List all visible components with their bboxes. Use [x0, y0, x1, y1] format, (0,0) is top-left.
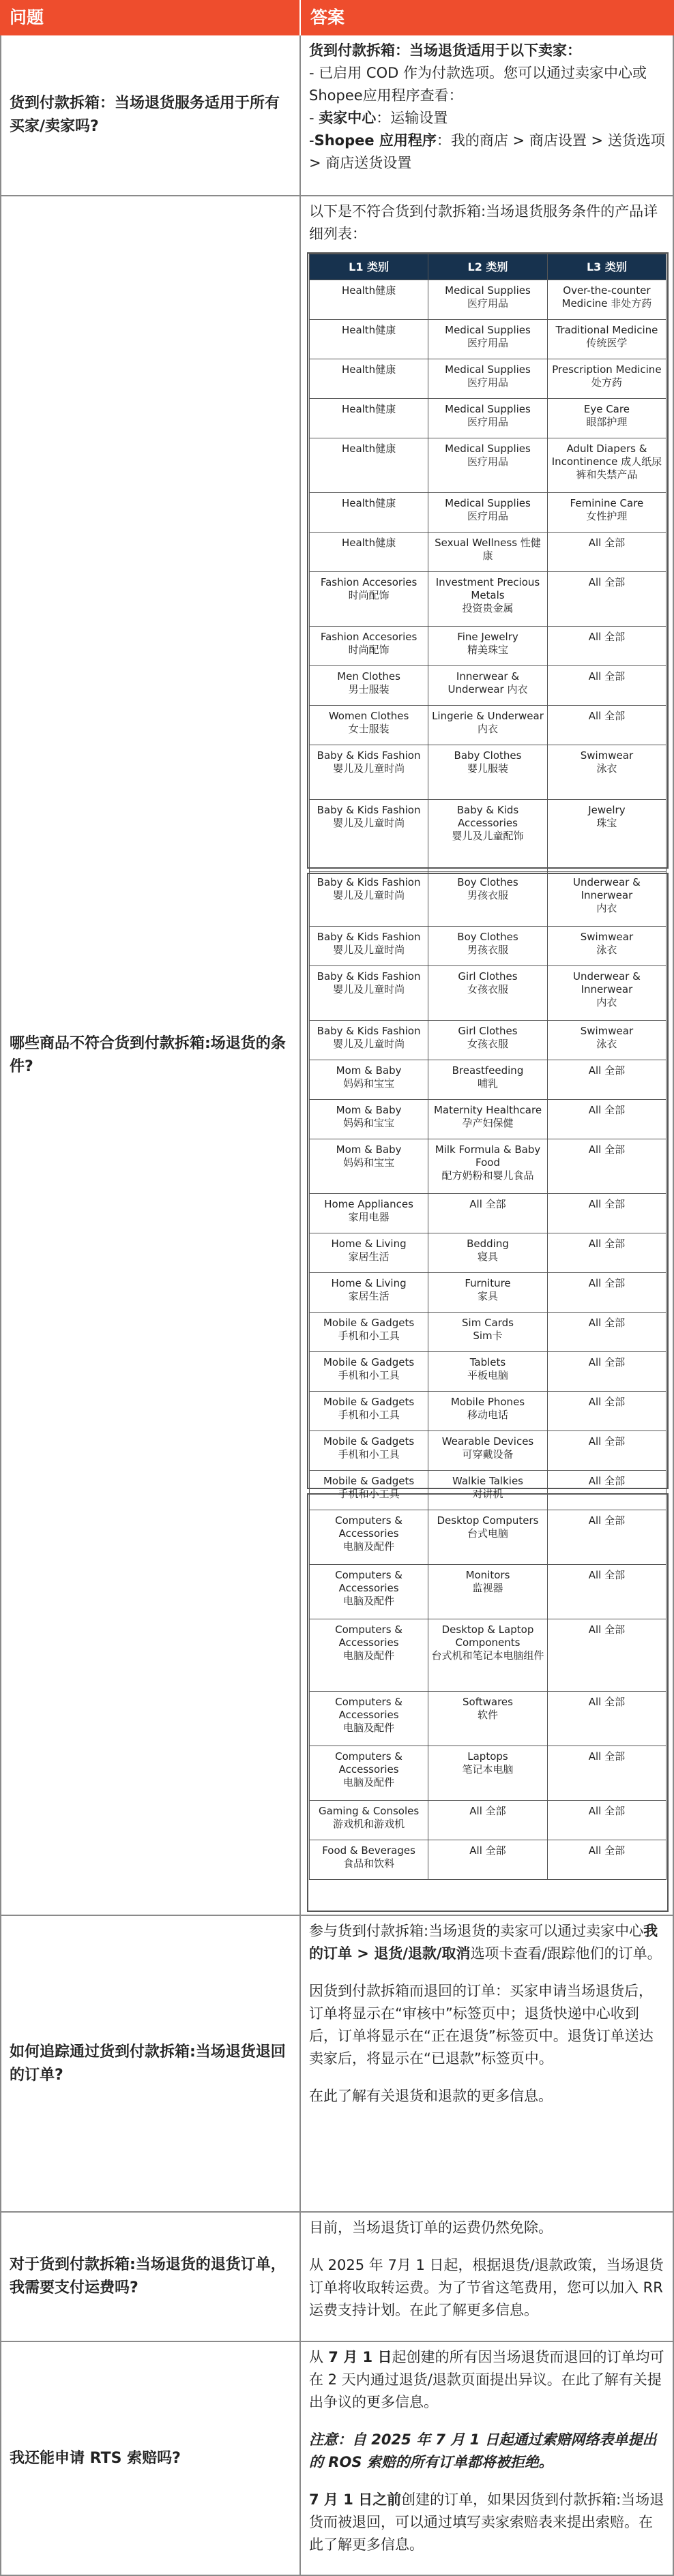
table-cell-l2: Milk Formula & Baby Food 配方奶粉和婴儿食品: [428, 1139, 548, 1194]
table-cell-l2: Walkie Talkies 对讲机: [428, 1471, 548, 1510]
table-cell-l1: Mobile & Gadgets 手机和小工具: [310, 1313, 428, 1352]
answer-paragraph: [309, 1920, 666, 1965]
answer-paragraph: 目前，当场退货订单的运费仍然免除。: [309, 2219, 553, 2236]
answer-cell: [301, 2213, 674, 2341]
table-row: [310, 320, 666, 359]
table-row: [310, 1021, 666, 1060]
table-cell-l1: Fashion Accesories 时尚配饰: [310, 572, 428, 627]
text: 选项卡查看/跟踪他们的订单。: [470, 1945, 662, 1962]
table-cell-l1: Mobile & Gadgets 手机和小工具: [310, 1352, 428, 1392]
table-row: [310, 666, 666, 706]
answer-title: 货到付款拆箱：当场退货适用于以下卖家：: [309, 42, 581, 59]
seller-center-label: 卖家中心: [319, 110, 377, 126]
table-cell-l2: Sim Cards Sim卡: [428, 1313, 548, 1352]
table-cell-l1: Food & Beverages 食品和饮料: [310, 1840, 428, 1880]
table-cell-l2: Desktop & Laptop Components 台式机和笔记本电脑组件: [428, 1619, 548, 1692]
table-row: [310, 800, 666, 872]
table-cell-l2: Medical Supplies 医疗用品: [428, 280, 548, 320]
table-cell-l2: Lingerie & Underwear 内衣: [428, 706, 548, 745]
table-row: [310, 1352, 666, 1392]
table-cell-l3: Prescription Medicine 处方药: [547, 359, 666, 399]
column-header-l1: L1 类别: [310, 254, 428, 280]
table-cell-l2: Baby Clothes 婴儿服装: [428, 745, 548, 800]
table-cell-l1: Home Appliances 家用电器: [310, 1194, 428, 1233]
table-cell-l1: Health健康: [310, 533, 428, 572]
table-cell-l3: All 全部: [547, 1431, 666, 1471]
seller-center-path: ：运输设置: [376, 110, 448, 126]
table-cell-l2: Investment Precious Metals 投资贵金属: [428, 572, 548, 627]
table-cell-l2: All 全部: [428, 1840, 548, 1880]
date-highlight: 7 月 1 日之前: [309, 2491, 402, 2508]
note-paragraph: 注意：自 2025 年 7 月 1 日起通过索赔网络表单提出的 ROS 索赔的所有订单都将被拒绝。: [309, 2431, 657, 2470]
table-row: [310, 927, 666, 966]
table-cell-l3: All 全部: [547, 1060, 666, 1100]
text: 创建的订单，如果因货到付款拆箱:当场退货而被退回，可以通过填写卖家索赔表来提出索赔。在此了解更多信息。: [309, 2491, 664, 2553]
bullet: -: [309, 132, 314, 149]
table-cell-l3: All 全部: [547, 1139, 666, 1194]
table-cell-l1: Health健康: [310, 280, 428, 320]
table-row: [310, 1060, 666, 1100]
table-cell-l1: Fashion Accesories 时尚配饰: [310, 627, 428, 666]
table-cell-l1: Home & Living 家居生活: [310, 1233, 428, 1273]
table-cell-l2: Medical Supplies 医疗用品: [428, 320, 548, 359]
table-cell-l1: Health健康: [310, 320, 428, 359]
table-cell-l1: Mobile & Gadgets 手机和小工具: [310, 1471, 428, 1510]
table-row: [310, 1746, 666, 1801]
table-row: [310, 493, 666, 533]
table-row: [310, 1313, 666, 1352]
text: 从: [309, 2349, 323, 2365]
table-cell-l1: Men Clothes 男士服装: [310, 666, 428, 706]
table-cell-l2: Bedding 寝具: [428, 1233, 548, 1273]
table-cell-l3: All 全部: [547, 1273, 666, 1313]
table-row: [310, 438, 666, 493]
table-cell-l3: Adult Diapers & Incontinence 成人纸尿裤和失禁产品: [547, 438, 666, 493]
table-cell-l3: Feminine Care 女性护理: [547, 493, 666, 533]
table-cell-l1: Baby & Kids Fashion 婴儿及儿童时尚: [310, 927, 428, 966]
shopee-app-path: ：我的商店 > 商店设置 > 送货选项 > 商店送货设置: [309, 132, 665, 171]
table-cell-l2: Boy Clothes 男孩衣服: [428, 872, 548, 927]
table-cell-l1: Home & Living 家居生活: [310, 1273, 428, 1313]
question-text: 如何追踪通过货到付款拆箱:当场退货退回的订单?: [0, 1916, 301, 2211]
shopee-app-label: Shopee 应用程序: [314, 132, 437, 149]
table-cell-l1: Computers & Accessories 电脑及配件: [310, 1619, 428, 1692]
table-cell-l2: Maternity Healthcare 孕产妇保健: [428, 1100, 548, 1139]
table-row: [310, 1194, 666, 1233]
table-cell-l3: All 全部: [547, 706, 666, 745]
table-cell-l3: All 全部: [547, 1471, 666, 1510]
table-cell-l2: Tablets 平板电脑: [428, 1352, 548, 1392]
answer-cell: [301, 1916, 674, 2211]
table-cell-l1: Health健康: [310, 493, 428, 533]
table-cell-l1: Health健康: [310, 438, 428, 493]
table-header-row: [310, 254, 666, 280]
question-text: 对于货到付款拆箱:当场退货的退货订单，我需要支付运费吗?: [0, 2213, 301, 2341]
column-header-l3: L3 类别: [547, 254, 666, 280]
table-row: [310, 1471, 666, 1510]
table-cell-l3: Eye Care 眼部护理: [547, 399, 666, 438]
table-cell-l3: Swimwear 泳衣: [547, 927, 666, 966]
table-cell-l2: Wearable Devices 可穿戴设备: [428, 1431, 548, 1471]
table-cell-l3: Underwear & Innerwear 内衣: [547, 872, 666, 927]
table-cell-l1: Mobile & Gadgets 手机和小工具: [310, 1392, 428, 1431]
table-row: [310, 1801, 666, 1840]
table-row: [310, 359, 666, 399]
text: 参与货到付款拆箱:当场退货的卖家可以通过卖家中心: [309, 1923, 644, 1939]
table-cell-l1: Women Clothes 女士服装: [310, 706, 428, 745]
table-cell-l1: Baby & Kids Fashion 婴儿及儿童时尚: [310, 1021, 428, 1060]
table-cell-l2: Softwares 软件: [428, 1692, 548, 1746]
faq-row-shipping-fee: [0, 2213, 674, 2342]
table-cell-l2: Sexual Wellness 性健康: [428, 533, 548, 572]
table-cell-l2: Monitors 监视器: [428, 1565, 548, 1619]
table-cell-l2: All 全部: [428, 1801, 548, 1840]
table-cell-l3: All 全部: [547, 1746, 666, 1801]
table-cell-l3: All 全部: [547, 1233, 666, 1273]
table-cell-l3: All 全部: [547, 1619, 666, 1692]
question-column-header: 问题: [0, 0, 301, 35]
table-row: [310, 1273, 666, 1313]
table-cell-l1: Mom & Baby 妈妈和宝宝: [310, 1139, 428, 1194]
my-orders-path: 我的订单 > 退货/退款/取消: [309, 1923, 658, 1962]
table-row: [310, 1100, 666, 1139]
table-cell-l2: Girl Clothes 女孩衣服: [428, 1021, 548, 1060]
returns-info-link[interactable]: 在此了解有关退货和退款的更多信息。: [309, 2088, 553, 2104]
text: 起创建的所有因当场退货而退回的订单均可在 2 天内通过退货/退款页面提出异议。在此了解有关提出争议的更多信息。: [309, 2349, 664, 2410]
table-cell-l2: Medical Supplies 医疗用品: [428, 438, 548, 493]
table-row: [310, 1392, 666, 1431]
date-highlight: 7 月 1 日: [323, 2349, 392, 2365]
table-cell-l1: Baby & Kids Fashion 婴儿及儿童时尚: [310, 745, 428, 800]
bullet: -: [309, 110, 319, 126]
table-cell-l2: Fine Jewelry 精美珠宝: [428, 627, 548, 666]
table-cell-l2: Baby & Kids Accessories 婴儿及儿童配饰: [428, 800, 548, 872]
table-cell-l1: Mom & Baby 妈妈和宝宝: [310, 1060, 428, 1100]
table-cell-l2: Innerwear & Underwear 内衣: [428, 666, 548, 706]
answer-paragraph: [309, 2489, 666, 2556]
table-cell-l1: Health健康: [310, 399, 428, 438]
table-cell-l2: Girl Clothes 女孩衣服: [428, 966, 548, 1021]
table-cell-l3: Underwear & Innerwear 内衣: [547, 966, 666, 1021]
table-cell-l3: All 全部: [547, 666, 666, 706]
table-cell-l3: All 全部: [547, 1801, 666, 1840]
column-header-l2: L2 类别: [428, 254, 548, 280]
table-cell-l2: Mobile Phones 移动电话: [428, 1392, 548, 1431]
table-cell-l2: All 全部: [428, 1194, 548, 1233]
table-cell-l3: Swimwear 泳衣: [547, 745, 666, 800]
table-cell-l1: Health健康: [310, 359, 428, 399]
table-row: [310, 1565, 666, 1619]
table-cell-l3: All 全部: [547, 1194, 666, 1233]
question-text: 我还能申请 RTS 索赔吗?: [0, 2342, 301, 2575]
table-cell-l1: Computers & Accessories 电脑及配件: [310, 1565, 428, 1619]
table-cell-l3: All 全部: [547, 533, 666, 572]
table-row: [310, 706, 666, 745]
answer-cell: [301, 2342, 674, 2575]
faq-row-eligibility: [0, 35, 674, 196]
table-cell-l3: All 全部: [547, 1840, 666, 1880]
table-row: [310, 1431, 666, 1471]
table-cell-l3: All 全部: [547, 627, 666, 666]
table-row: [310, 280, 666, 320]
answer-line-app: [309, 130, 666, 175]
table-cell-l2: Desktop Computers 台式电脑: [428, 1510, 548, 1565]
ineligible-products-table: [309, 254, 666, 1880]
table-cell-l2: Laptops 笔记本电脑: [428, 1746, 548, 1801]
table-cell-l1: Computers & Accessories 电脑及配件: [310, 1746, 428, 1801]
table-cell-l1: Baby & Kids Fashion 婴儿及儿童时尚: [310, 800, 428, 872]
question-text: 哪些商品不符合货到付款拆箱:场退货的条件?: [0, 196, 301, 1915]
table-row: [310, 1840, 666, 1880]
table-cell-l3: Over-the-counter Medicine 非处方药: [547, 280, 666, 320]
table-cell-l2: Boy Clothes 男孩衣服: [428, 927, 548, 966]
table-row: [310, 1139, 666, 1194]
table-cell-l2: Furniture 家具: [428, 1273, 548, 1313]
table-row: [310, 745, 666, 800]
table-cell-l3: Traditional Medicine 传统医学: [547, 320, 666, 359]
table-cell-l2: Breastfeeding 哺乳: [428, 1060, 548, 1100]
table-cell-l3: All 全部: [547, 1352, 666, 1392]
answer-line: - 已启用 COD 作为付款选项。您可以通过卖家中心或Shopee应用程序查看：: [309, 65, 647, 104]
table-cell-l2: Medical Supplies 医疗用品: [428, 399, 548, 438]
table-cell-l1: Gaming & Consoles 游戏机和游戏机: [310, 1801, 428, 1840]
table-row: [310, 1510, 666, 1565]
table-cell-l1: Mom & Baby 妈妈和宝宝: [310, 1100, 428, 1139]
question-text: 货到付款拆箱：当场退货服务适用于所有买家/卖家吗?: [0, 35, 301, 195]
table-cell-l1: Mobile & Gadgets 手机和小工具: [310, 1431, 428, 1471]
answer-cell: [301, 35, 674, 195]
table-cell-l3: Swimwear 泳衣: [547, 1021, 666, 1060]
table-row: [310, 872, 666, 927]
answer-intro: 以下是不符合货到付款拆箱:当场退货服务条件的产品详细列表：: [309, 203, 658, 242]
table-row: [310, 966, 666, 1021]
table-row: [310, 1619, 666, 1692]
table-row: [310, 572, 666, 627]
answer-paragraph: 因货到付款拆箱而退回的订单：买家申请当场退货后，订单将显示在“审核中”标签页中；退货快递中心收到后，订单将显示在“正在退货”标签页中。退货订单送达卖家后，将显示在“已退款”标签页中。: [309, 1983, 654, 2067]
table-cell-l1: Baby & Kids Fashion 婴儿及儿童时尚: [310, 872, 428, 927]
answer-column-header: 答案: [301, 0, 674, 35]
faq-row-rts-claim: [0, 2342, 674, 2576]
table-cell-l3: All 全部: [547, 1313, 666, 1352]
table-cell-l3: All 全部: [547, 1392, 666, 1431]
faq-row-tracking: [0, 1916, 674, 2213]
table-cell-l3: Jewelry 珠宝: [547, 800, 666, 872]
answer-paragraph: [309, 2346, 666, 2414]
table-cell-l1: Baby & Kids Fashion 婴儿及儿童时尚: [310, 966, 428, 1021]
table-cell-l3: All 全部: [547, 572, 666, 627]
answer-paragraph: 从 2025 年 7月 1 日起，根据退货/退款政策，当场退货订单将收取转运费。为了节省这笔费用，您可以加入 RR 运费支持计划。在此了解更多信息。: [309, 2257, 664, 2318]
table-cell-l3: All 全部: [547, 1510, 666, 1565]
table-cell-l3: All 全部: [547, 1565, 666, 1619]
table-row: [310, 533, 666, 572]
table-cell-l1: Computers & Accessories 电脑及配件: [310, 1692, 428, 1746]
table-cell-l2: Medical Supplies 医疗用品: [428, 493, 548, 533]
table-row: [310, 399, 666, 438]
table-cell-l1: Computers & Accessories 电脑及配件: [310, 1510, 428, 1565]
table-cell-l3: All 全部: [547, 1100, 666, 1139]
table-cell-l3: All 全部: [547, 1692, 666, 1746]
table-row: [310, 1233, 666, 1273]
answer-line-seller-center: [309, 107, 666, 130]
table-row: [310, 1692, 666, 1746]
table-row: [310, 627, 666, 666]
table-cell-l2: Medical Supplies 医疗用品: [428, 359, 548, 399]
